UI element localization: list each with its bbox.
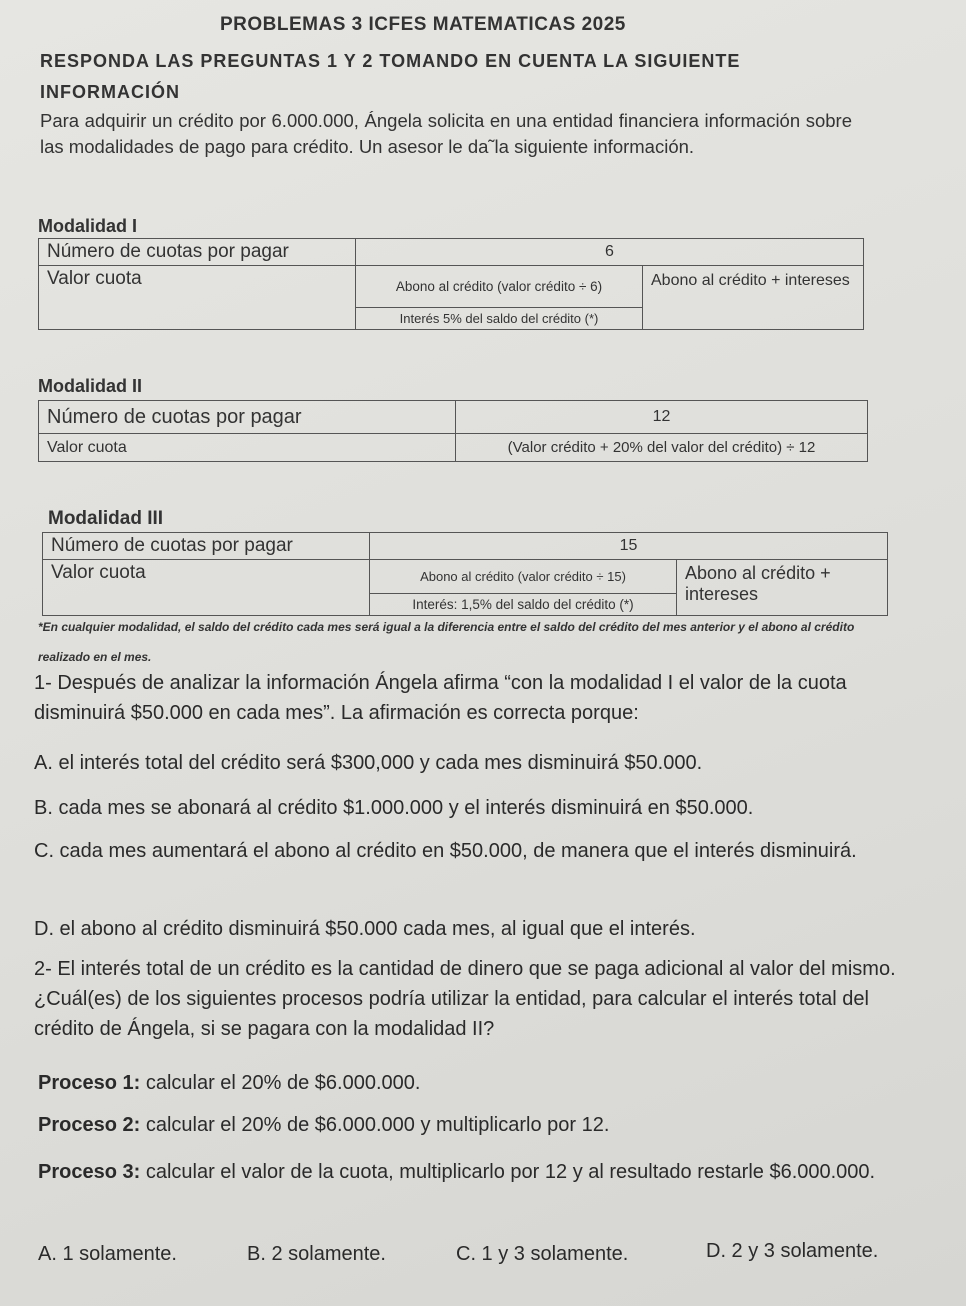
proceso-2-text: calcular el 20% de $6.000.000 y multiplicarlo por 12. xyxy=(140,1114,610,1136)
modalidad-1-title: Modalidad I xyxy=(38,216,137,236)
modalidad-2-table xyxy=(38,400,868,462)
intro-paragraph: Para adquirir un crédito por 6.000.000, Ángela solicita en una entidad financiera información sobre las modalidades de pago para crédito. Un asesor le da˜la siguiente información. xyxy=(40,110,852,157)
modalidad-1-table xyxy=(38,238,864,330)
m1-valor-cuota-label: Valor cuota xyxy=(39,266,356,330)
m1-interes-cell: Interés 5% del saldo del crédito (*) xyxy=(356,308,643,330)
q1-option-b: B. cada mes se abonará al crédito $1.000.000 y el interés disminuirá en $50.000. xyxy=(34,797,754,819)
question-1-text: 1- Después de analizar la información Ángela afirma “con la modalidad I el valor de la cuota disminuirá $50.000 en cada mes”. La afirmación es correcta porque: xyxy=(34,672,847,724)
modalidad-3-title: Modalidad III xyxy=(48,508,164,529)
instructions-heading: RESPONDA LAS PREGUNTAS 1 Y 2 TOMANDO EN CUENTA LA SIGUIENTE INFORMACIÓN xyxy=(40,51,741,102)
q1-option-c: C. cada mes aumentará el abono al crédito en $50.000, de manera que el interés disminuirá. xyxy=(34,840,857,862)
proceso-1-text: calcular el 20% de $6.000.000. xyxy=(140,1072,421,1094)
m1-total-cell: Abono al crédito + intereses xyxy=(643,266,864,330)
proceso-1 xyxy=(38,1072,918,1095)
q2-option-c: C. 1 y 3 solamente. xyxy=(456,1243,629,1265)
proceso-3-label: Proceso 3: xyxy=(38,1161,141,1183)
proceso-2 xyxy=(38,1114,918,1137)
modalidad-2-title: Modalidad II xyxy=(38,376,143,396)
m3-cuotas-value: 15 xyxy=(370,533,888,560)
m1-cuotas-label: Número de cuotas por pagar xyxy=(39,239,356,266)
m2-cuotas-value: 12 xyxy=(456,401,868,434)
m3-total-cell: Abono al crédito + intereses xyxy=(677,560,888,616)
q1-option-a: A. el interés total del crédito será $300,000 y cada mes disminuirá $50.000. xyxy=(34,752,703,774)
proceso-3 xyxy=(38,1152,918,1192)
q2-option-a: A. 1 solamente. xyxy=(38,1243,177,1265)
m3-interes-cell: Interés: 1,5% del saldo del crédito (*) xyxy=(370,594,677,616)
footnote: *En cualquier modalidad, el saldo del crédito cada mes será igual a la diferencia entre el saldo del crédito del mes anterior y el abono al crédito realizado en el mes. xyxy=(38,620,855,664)
proceso-3-text: calcular el valor de la cuota, multiplicarlo por 12 y al resultado restarle $6.000.000. xyxy=(140,1161,876,1183)
m2-cuotas-label: Número de cuotas por pagar xyxy=(39,401,456,434)
m3-abono-cell: Abono al crédito (valor crédito ÷ 15) xyxy=(370,560,677,594)
q2-option-d: D. 2 y 3 solamente. xyxy=(706,1240,879,1262)
m3-cuotas-label: Número de cuotas por pagar xyxy=(43,533,370,560)
proceso-2-label: Proceso 2: xyxy=(38,1114,141,1136)
q2-option-b: B. 2 solamente. xyxy=(247,1243,386,1265)
question-2-text: 2- El interés total de un crédito es la cantidad de dinero que se paga adicional al valor del mismo. ¿Cuál(es) de los siguientes procesos podría utilizar la entidad, para calcular el interés total del crédito de Ángela, si se pagara con la modalidad II? xyxy=(34,958,896,1040)
m3-valor-cuota-label: Valor cuota xyxy=(43,560,370,616)
proceso-1-label: Proceso 1: xyxy=(38,1072,141,1094)
page-title: PROBLEMAS 3 ICFES MATEMATICAS 2025 xyxy=(220,14,626,35)
m1-abono-cell: Abono al crédito (valor crédito ÷ 6) xyxy=(356,266,643,308)
m1-cuotas-value: 6 xyxy=(356,239,864,266)
m2-valor-cuota-label: Valor cuota xyxy=(39,434,456,462)
modalidad-3-table xyxy=(42,532,888,616)
q1-option-d: D. el abono al crédito disminuirá $50.000 cada mes, al igual que el interés. xyxy=(34,918,696,940)
m2-valor-cuota-value: (Valor crédito + 20% del valor del crédito) ÷ 12 xyxy=(456,434,868,462)
